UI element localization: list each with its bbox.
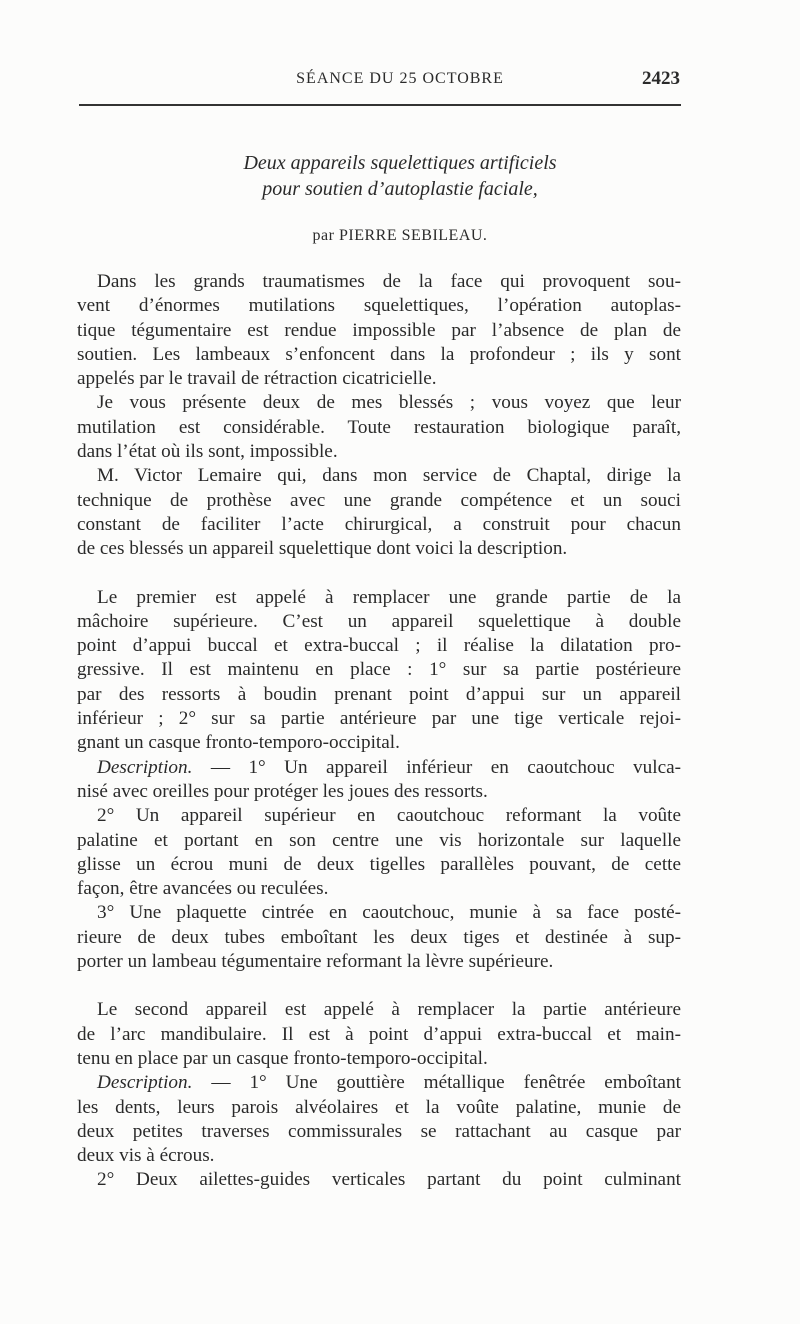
text-line: point d’appui buccal et extra-buccal ; il réalise la dilatation pro-: [77, 635, 681, 657]
author-name: PIERRE SEBILEAU.: [338, 227, 488, 244]
paragraph: [77, 464, 681, 561]
section-gap: [77, 562, 681, 586]
text-line: Je vous présente deux de mes blessés ; vous voyez que leur: [97, 392, 681, 414]
text-line: les dents, leurs parois alvéolaires et la voûte palatine, munie de: [77, 1096, 681, 1118]
text-line: deux petites traverses commissurales se rattachant au casque par: [77, 1120, 681, 1142]
text-line: 2° Deux ailettes-guides verticales partant du point culminant: [97, 1169, 681, 1191]
text-line: Dans les grands traumatismes de la face qui provoquent sou-: [97, 271, 681, 292]
article-title-line: pour soutien d’autoplastie faciale,: [262, 178, 538, 200]
text-line: glisse un écrou muni de deux tigelles parallèles pouvant, de cette: [77, 853, 681, 875]
text-line: 2° Un appareil supérieur en caoutchouc reformant la voûte: [97, 805, 681, 827]
text-line: mâchoire supérieure. C’est un appareil squelettique à double: [77, 610, 681, 632]
paragraph: [77, 586, 681, 756]
text-line: Le second appareil est appelé à remplacer la partie antérieure: [97, 999, 681, 1021]
paragraph: [77, 1168, 681, 1192]
paragraph: [77, 756, 681, 805]
paragraph: [77, 901, 681, 974]
text-line: soutien. Les lambeaux s’enfoncent dans la profondeur ; ils y sont: [77, 343, 681, 365]
text-line: [77, 756, 681, 780]
text-line: dans l’état où ils sont, impossible.: [77, 441, 338, 463]
article-title: [0, 150, 800, 202]
paragraph: [77, 1071, 681, 1168]
text-line: nisé avec oreilles pour protéger les joues des ressorts.: [77, 780, 488, 802]
text-line: appelés par le travail de rétraction cicatricielle.: [77, 368, 437, 390]
text-line: tenu en place par un casque fronto-temporo-occipital.: [77, 1047, 488, 1069]
description-lead: Description.: [97, 756, 193, 778]
text-line: par des ressorts à boudin prenant point d’appui sur un appareil: [77, 683, 681, 705]
running-header-title: SÉANCE DU 25 OCTOBRE: [296, 70, 504, 87]
paragraph: [77, 391, 681, 464]
text-line: deux vis à écrous.: [77, 1145, 215, 1167]
author-prefix: par: [312, 227, 339, 244]
section-gap: [77, 974, 681, 998]
paragraph: [77, 998, 681, 1071]
text-line: tique tégumentaire est rendue impossible par l’absence de plan de: [77, 319, 681, 341]
text-line: constant de faciliter l’acte chirurgical, a construit pour chacun: [77, 513, 681, 535]
paragraph: [77, 270, 681, 391]
text-line-rest: — 1° Une gouttière métallique fenêtrée emboîtant: [192, 1072, 681, 1094]
text-line: Le premier est appelé à remplacer une grande partie de la: [97, 586, 681, 608]
text-line: de l’arc mandibulaire. Il est à point d’appui extra-buccal et main-: [77, 1023, 681, 1045]
header-rule: [79, 104, 681, 106]
article-title-line: Deux appareils squelettiques artificiels: [243, 152, 557, 174]
text-line: palatine et portant en son centre une vis horizontale sur laquelle: [77, 829, 681, 851]
text-line: façon, être avancées ou reculées.: [77, 878, 329, 900]
text-line: inférieur ; 2° sur sa partie antérieure par une tige verticale rejoi-: [77, 708, 681, 730]
author-byline: [0, 224, 800, 248]
text-line-rest: — 1° Un appareil inférieur en caoutchouc vulca-: [192, 756, 681, 778]
text-line: vent d’énormes mutilations squelettiques, l’opération autoplas-: [77, 295, 681, 317]
text-line: [77, 1071, 681, 1095]
running-header: [0, 64, 800, 94]
article-body: [77, 270, 681, 1193]
text-line: 3° Une plaquette cintrée en caoutchouc, munie à sa face posté-: [97, 902, 681, 924]
text-line: de ces blessés un appareil squelettique dont voici la description.: [77, 538, 568, 560]
text-line: rieure de deux tubes emboîtant les deux tiges et destinée à sup-: [77, 926, 681, 948]
paragraph: [77, 804, 681, 901]
text-line: gnant un casque fronto-temporo-occipital.: [77, 732, 400, 754]
text-line: gressive. Il est maintenu en place : 1° sur sa partie postérieure: [77, 659, 681, 681]
description-lead: Description.: [97, 1072, 193, 1094]
text-line: mutilation est considérable. Toute restauration biologique paraît,: [77, 416, 681, 438]
text-line: technique de prothèse avec une grande compétence et un souci: [77, 489, 681, 511]
page-number: 2423: [642, 68, 680, 89]
text-line: porter un lambeau tégumentaire reformant la lèvre supérieure.: [77, 951, 554, 973]
text-line: M. Victor Lemaire qui, dans mon service de Chaptal, dirige la: [97, 465, 681, 487]
